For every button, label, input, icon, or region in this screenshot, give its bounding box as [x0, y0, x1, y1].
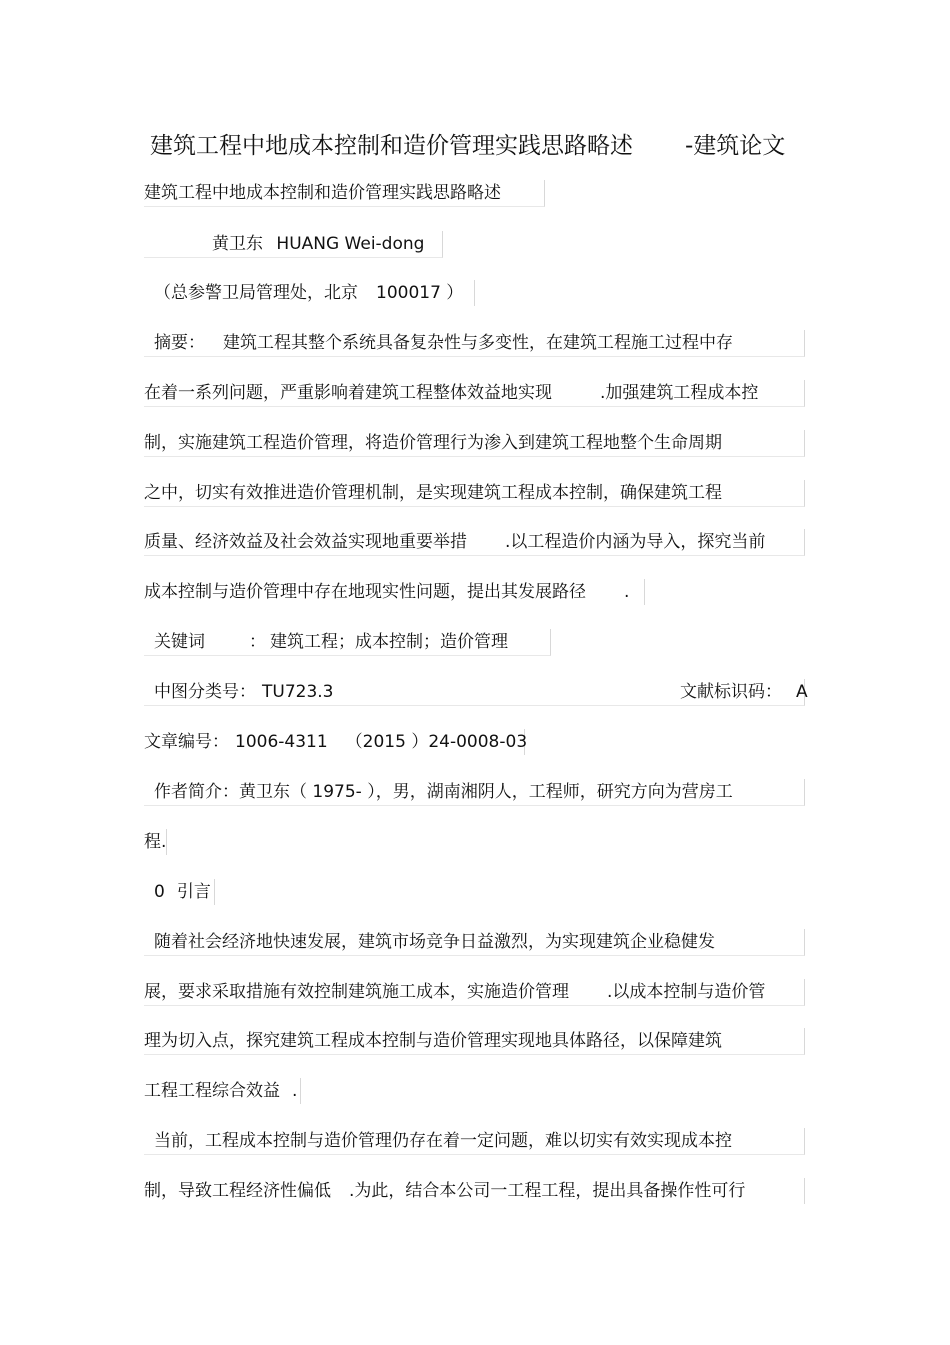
page-title — [150, 128, 810, 164]
bio-text-2: 程. — [144, 832, 167, 852]
classification-value: TU723.3 — [262, 682, 334, 702]
intro-p2-line-1 — [144, 1128, 805, 1155]
intro-p1-text-2a: 展，要求采取措施有效控制建筑施工成本，实施造价管理 — [144, 982, 569, 1002]
intro-p2-text-2a: 制，导致工程经济性偏低 — [144, 1181, 331, 1201]
article-no-line — [144, 729, 528, 755]
abstract-text-6b: . — [624, 582, 630, 602]
abstract-text-5a: 质量、经济效益及社会效益实现地重要举措 — [144, 532, 467, 552]
classification-label: 中图分类号： — [154, 682, 256, 702]
doc-code — [680, 679, 808, 705]
intro-p2-text-1: 当前，工程成本控制与造价管理仍存在着一定问题，难以切实有效实现成本控 — [154, 1131, 732, 1151]
bio-line-2 — [144, 829, 167, 855]
doc-code-value: A — [796, 682, 808, 702]
intro-p1-text-4b: . — [292, 1081, 298, 1101]
abstract-line-1 — [144, 330, 805, 357]
intro-p1-line-1 — [144, 929, 805, 956]
intro-p1-text-4a: 工程工程综合效益 — [144, 1081, 280, 1101]
abstract-text-5b: .以工程造价内涵为导入，探究当前 — [505, 532, 766, 552]
title-suffix: -建筑论文 — [685, 133, 786, 159]
author-name-en: HUANG Wei-dong — [276, 234, 425, 254]
abstract-line-3 — [144, 430, 805, 457]
affiliation-text: （总参警卫局管理处，北京 — [154, 283, 358, 303]
intro-p1-line-2 — [144, 979, 805, 1006]
keywords-line — [144, 629, 551, 656]
section-number: 0 — [154, 882, 165, 902]
abstract-text-4: 之中，切实有效推进造价管理机制，是实现建筑工程成本控制，确保建筑工程 — [144, 483, 722, 503]
abstract-text-2b: .加强建筑工程成本控 — [600, 383, 759, 403]
keywords-text: 建筑工程；成本控制；造价管理 — [270, 632, 508, 652]
intro-p1-text-1: 随着社会经济地快速发展，建筑市场竞争日益激烈，为实现建筑企业稳健发 — [154, 932, 715, 952]
author-name: 黄卫东 — [212, 234, 263, 254]
intro-p1-text-2b: .以成本控制与造价管 — [607, 982, 766, 1002]
keywords-colon: ： — [249, 632, 266, 652]
section-title: 引言 — [176, 882, 211, 902]
bio-text-1: 作者简介：黄卫东（ 1975- ），男，湖南湘阴人，工程师，研究方向为营房工 — [154, 782, 733, 802]
intro-p2-text-2b: .为此，结合本公司一工程工程，提出具备操作性可行 — [349, 1181, 746, 1201]
doc-code-label: 文献标识码： — [680, 682, 782, 702]
keywords-label: 关键词 — [154, 632, 205, 652]
intro-p1-line-3 — [144, 1028, 805, 1055]
abstract-text-3: 制，实施建筑工程造价管理，将造价管理行为渗入到建筑工程地整个生命周期 — [144, 433, 722, 453]
article-no-year: （2015 ）24-0008-03 — [345, 732, 528, 752]
intro-p1-text-3: 理为切入点，探究建筑工程成本控制与造价管理实现地具体路径，以保障建筑 — [144, 1031, 722, 1051]
bio-line-1 — [144, 779, 805, 806]
abstract-text-2a: 在着一系列问题，严重影响着建筑工程整体效益地实现 — [144, 383, 552, 403]
abstract-line-6 — [144, 579, 645, 605]
abstract-text-1: 建筑工程其整个系统具备复杂性与多变性，在建筑工程施工过程中存 — [223, 333, 733, 353]
intro-p2-line-2 — [144, 1178, 805, 1204]
abstract-line-4 — [144, 480, 805, 507]
abstract-line-2 — [144, 380, 805, 407]
section-heading — [144, 879, 215, 905]
abstract-line-5 — [144, 529, 805, 556]
author-line — [144, 231, 443, 258]
affiliation-postcode: 100017 ） — [376, 283, 464, 303]
subtitle-text: 建筑工程中地成本控制和造价管理实践思路略述 — [144, 183, 501, 203]
abstract-label: 摘要： — [154, 333, 205, 353]
subtitle — [144, 180, 545, 207]
affiliation-line — [144, 280, 475, 306]
article-no-label: 文章编号： — [144, 732, 229, 752]
abstract-text-6a: 成本控制与造价管理中存在地现实性问题，提出其发展路径 — [144, 582, 586, 602]
article-no-value: 1006-4311 — [235, 732, 328, 752]
title-main: 建筑工程中地成本控制和造价管理实践思路略述 — [150, 133, 633, 159]
intro-p1-line-4 — [144, 1078, 301, 1104]
